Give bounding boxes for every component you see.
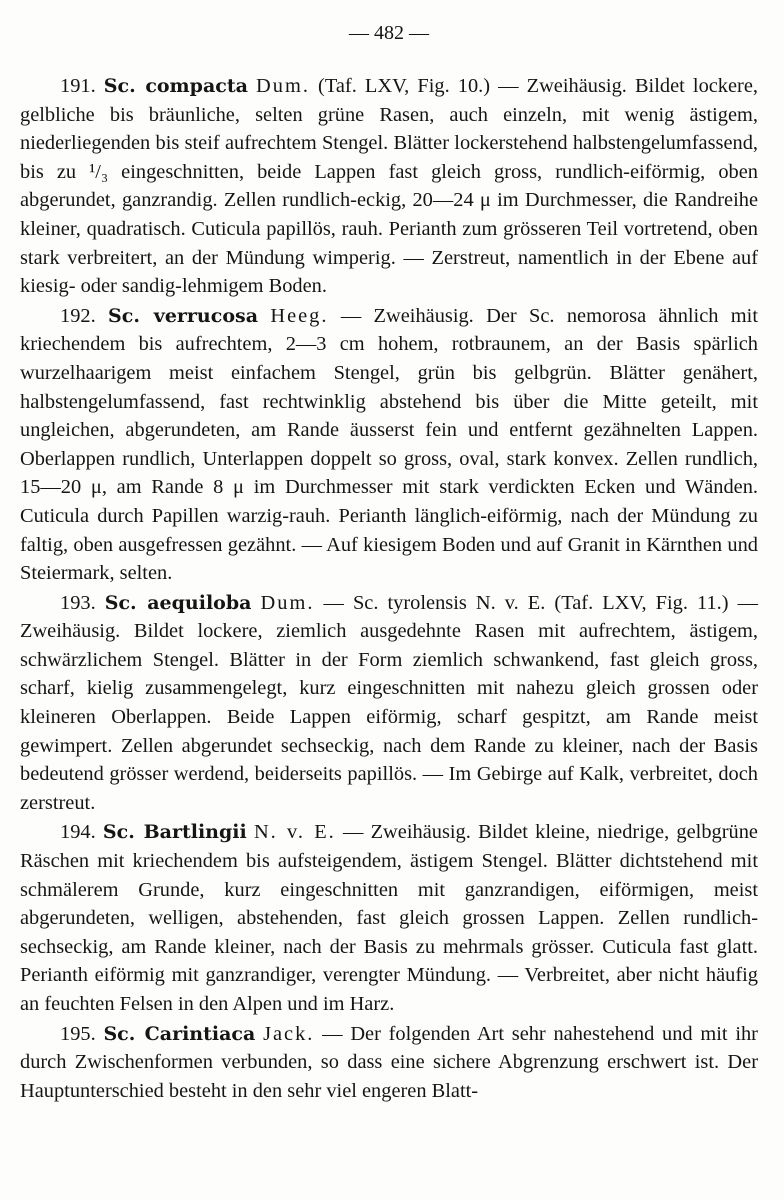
species-name: Sc. verrucosa xyxy=(108,304,259,327)
species-author: Jack. xyxy=(263,1022,315,1045)
species-entry-192 xyxy=(20,302,758,588)
species-name: Sc. Bartlingii xyxy=(102,821,247,844)
entry-number: 194. xyxy=(60,821,96,844)
species-author: N. v. E. xyxy=(253,821,336,844)
species-entry-191 xyxy=(20,72,758,301)
entry-number: 193. xyxy=(60,591,96,614)
species-name: Sc. aequiloba xyxy=(104,591,252,614)
entry-description: — Zweihäusig. Der Sc. nemorosa ähnlich mit kriechendem bis aufrechtem, 2—3 cm hohem, rotbraunem, an der Basis spärlich wurzelhaarigem meist einfachem Stengel, grün bis gelbgrün. Blätter genähert, halbstengelumfassend, fast rechtwinklig abstehend bis über die Mitte geteilt, mit ungleichen, abgerundeten, am Rande äusserst fein und entfernt gezähnelten Lappen. Oberlappen rundlich, Unterlappen doppelt so gross, oval, stark konvex. Zellen rundlich, 15—20 μ, am Rande 8 μ im Durchmesser mit stark verdickten Ecken und Wänden. Cuticula durch Papillen warzig-rauh. Perianth länglich-eiförmig, nach der Mündung zu faltig, oben ausgefressen gezähnt. — Auf kiesigem Boden und auf Granit in Kärnthen und Steiermark, selten. xyxy=(20,304,758,585)
entry-description: — Sc. tyrolensis N. v. E. (Taf. LXV, Fig. 11.) — Zweihäusig. Bildet lockere, ziemlich ausgedehnte Rasen mit aufrechtem, ästigem, schwärzlichem Stengel. Blätter in der Form ziemlich schwankend, fast gleich gross, scharf, kielig zusammengelegt, kurz eingeschnitten mit nahezu gleich grossen oder kleineren Oberlappen. Beide Lappen eiförmig, scharf gespitzt, am Rande meist gewimpert. Zellen abgerundet sechseckig, nach dem Rande zu kleiner, nach der Basis bedeutend grösser werdend, beiderseits papillös. — Im Gebirge auf Kalk, verbreitet, doch zerstreut. xyxy=(20,591,759,814)
entry-number: 195. xyxy=(60,1022,96,1045)
entry-description: — Der folgenden Art sehr nahestehend und mit ihr durch Zwischenformen verbunden, so dass eine sichere Abgrenzung erschwert ist. Der Hauptunterschied besteht in den sehr viel engeren Blatt- xyxy=(20,1022,758,1102)
entry-number: 191. xyxy=(60,75,96,97)
entry-number: 192. xyxy=(60,304,96,327)
species-name: Sc. compacta xyxy=(103,75,248,97)
entry-description: — Zweihäusig. Bildet kleine, niedrige, gelbgrüne Räschen mit kriechendem bis aufsteigendem, ästigem Stengel. Blätter dichtstehend mit schmälerem Grunde, kurz eingeschnitten mit ganzrandigen, eiförmigen, meist abgerundeten, welligen, abstehenden, fast gleich grossen Lappen. Zellen rundlich-sechseckig, am Rande kleiner, nach der Basis zu mehrmals grösser. Cuticula fast glatt. Perianth eiförmig mit ganzrandiger, verengter Mündung. — Verbreitet, aber nicht häufig an feuchten Felsen in den Alpen und im Harz. xyxy=(20,821,758,1015)
species-entry-195 xyxy=(20,1020,758,1106)
species-author: Heeg. xyxy=(270,304,329,327)
species-entry-194 xyxy=(20,818,758,1018)
species-entry-193 xyxy=(20,589,758,818)
species-author: Dum. xyxy=(260,591,315,614)
entry-description: (Taf. LXV, Fig. 10.) — Zweihäusig. Bildet lockere, gelbliche bis bräunliche, selten grüne Rasen, auch einzeln, mit wenig ästigem, niederliegenden bis steif aufrechtem Stengel. Blätter lockerstehend halbstengelumfassend, bis zu ¹/₃ eingeschnitten, beide Lappen fast gleich gross, rundlich-eiförmig, oben abgerundet, ganzrandig. Zellen rundlich-eckig, 20—24 μ im Durchmesser, die Randreihe kleiner, quadratisch. Cuticula papillös, rauh. Perianth zum grösseren Teil vortretend, oben stark verbreitert, an der Mündung wimperig. — Zerstreut, namentlich in der Ebene auf kiesig- oder sandig-lehmigem Boden. xyxy=(20,75,758,298)
page-number: — 482 — xyxy=(349,22,429,44)
species-author: Dum. xyxy=(256,75,310,97)
species-name: Sc. Carintiaca xyxy=(103,1022,256,1045)
